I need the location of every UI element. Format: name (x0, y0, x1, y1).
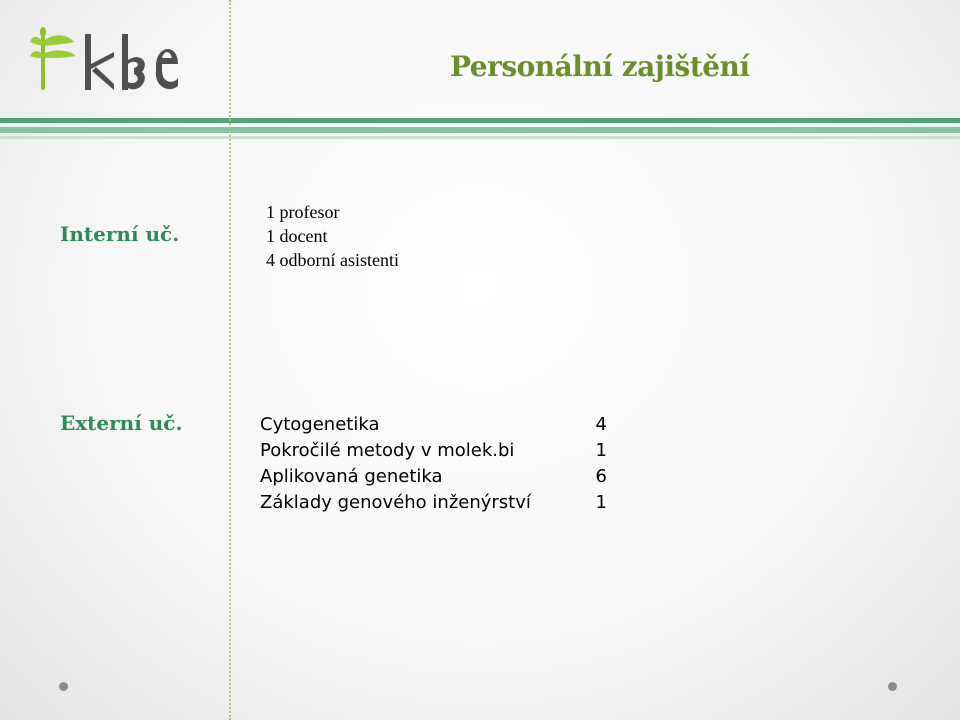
header-band-faint (0, 136, 960, 139)
count-cell: 1 (595, 440, 607, 461)
vertical-divider (229, 0, 231, 720)
count-cell: 1 (595, 492, 607, 513)
header-band-light (0, 127, 960, 133)
subject-cell: Cytogenetika (260, 414, 380, 435)
external-label: Externí uč. (60, 411, 183, 435)
count-cell: 4 (595, 414, 607, 435)
internal-item: 1 profesor (266, 202, 340, 222)
subject-cell: Pokročilé metody v molek.bi (260, 440, 515, 461)
nav-dot-icon (59, 682, 68, 691)
table-row (260, 438, 607, 464)
table-row (260, 464, 607, 490)
kbe-logo (30, 24, 180, 96)
table-row (260, 490, 607, 516)
internal-item: 4 odborní asistenti (266, 250, 399, 270)
internal-item: 1 docent (266, 226, 328, 246)
subject-cell: Aplikovaná genetika (260, 466, 443, 487)
internal-label: Interní uč. (60, 222, 180, 246)
dragonfly-icon (30, 24, 180, 96)
count-cell: 6 (595, 466, 607, 487)
external-staff-table (260, 412, 607, 516)
subject-cell: Základy genového inženýrství (260, 492, 531, 513)
internal-staff-list (266, 200, 399, 272)
header-band-dark (0, 118, 960, 123)
nav-dot-icon (888, 682, 897, 691)
table-row (260, 412, 607, 438)
slide-title: Personální zajištění (450, 50, 750, 83)
